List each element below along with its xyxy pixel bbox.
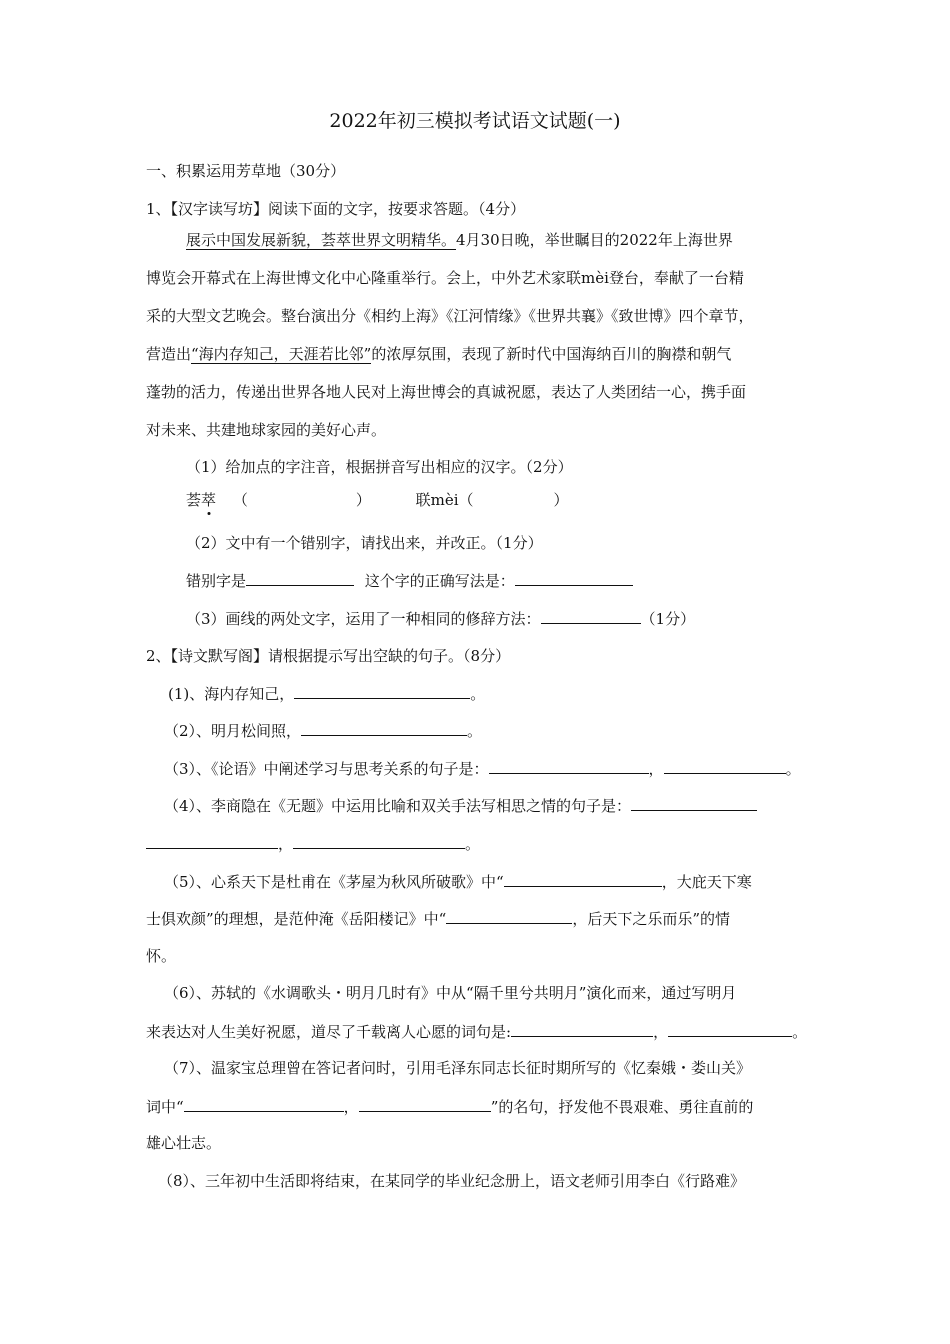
- answer-blank[interactable]: [668, 1021, 792, 1037]
- poem-item-4-cont: [146, 833, 480, 854]
- word-hui: 荟: [186, 491, 202, 509]
- passage-line-3: 采的大型文艺晚会。整台演出分《相约上海》《江河情缘》《世界共襄》《致世博》四个章节，: [146, 307, 754, 325]
- passage-line-2: 博览会开幕式在上海世博文化中心隆重举行。会上，中外艺术家联mèi登台，奉献了一台精: [146, 269, 744, 287]
- item-text: （5）、心系天下是杜甫在《茅屋为秋风所破歌》中“: [164, 873, 504, 891]
- item-text: 词中“: [146, 1098, 184, 1116]
- poem-item-3: [164, 758, 801, 779]
- answer-blank[interactable]: [301, 720, 467, 736]
- item-text: （3）、《论语》中阐述学习与思考关系的句子是：: [164, 760, 489, 778]
- punct: 。: [470, 685, 486, 703]
- answer-paren-open: （: [232, 491, 248, 509]
- poem-item-5-line-2: [146, 908, 730, 929]
- item-text: 士俱欢颜”的理想，是范仲淹《岳阳楼记》中“: [146, 910, 447, 928]
- answer-blank[interactable]: [664, 758, 786, 774]
- answer-blank[interactable]: [541, 608, 641, 624]
- poem-item-2: [164, 720, 482, 741]
- punct: 。: [785, 760, 801, 778]
- underlined-phrase-2: “海内存知己，天涯若比邻”: [191, 345, 372, 363]
- item-text: ”的名句，抒发他不畏艰难、勇往直前的: [490, 1098, 754, 1116]
- answer-blank[interactable]: [294, 683, 470, 699]
- sub-question-1-answers: [186, 490, 569, 510]
- poem-item-5-line-3: 怀。: [146, 947, 177, 965]
- item-text: (1)、海内存知己，: [168, 685, 295, 703]
- punct: 。: [465, 835, 481, 853]
- score-note: （1分）: [640, 610, 696, 628]
- punct: ，: [278, 835, 294, 853]
- poem-item-6-line-2: [146, 1021, 807, 1042]
- passage-line-1: [186, 230, 733, 250]
- item-text: 来表达对人生美好祝愿，道尽了千载离人心愿的词句是:: [146, 1023, 512, 1041]
- sub-question-2-answers: [186, 570, 633, 591]
- answer-paren-close: ）: [355, 491, 371, 509]
- item-text: ，大庇天下寒: [661, 873, 752, 891]
- word-lianmei: 联mèi（: [415, 491, 474, 509]
- passage-line-5: 蓬勃的活力，传递出世界各地人民对上海世博会的真诚祝愿，表达了人类团结一心，携手面: [146, 383, 747, 401]
- punct: 。: [467, 722, 483, 740]
- answer-blank[interactable]: [359, 1096, 491, 1112]
- poem-item-7-line-2: [146, 1096, 753, 1117]
- poem-item-7-line-3: 雄心壮志。: [146, 1134, 222, 1152]
- poem-item-6-line-1: （6）、苏轼的《水调歌头・明月几时有》中从“隔千里兮共明月”演化而来，通过写明月: [164, 984, 737, 1002]
- punct: 。: [792, 1023, 808, 1041]
- answer-blank[interactable]: [489, 758, 649, 774]
- sub-question-2: （2）文中有一个错别字，请找出来，并改正。（1分）: [186, 534, 543, 552]
- sub-question-1: （1）给加点的字注音，根据拼音写出相应的汉字。（2分）: [186, 458, 573, 476]
- answer-blank[interactable]: [184, 1096, 344, 1112]
- poem-item-4: [164, 795, 757, 816]
- passage-text: 4月30日晚，举世瞩目的2022年上海世界: [456, 231, 733, 249]
- answer-blank[interactable]: [293, 833, 465, 849]
- poem-item-8-line-1: （8）、三年初中生活即将结束，在某同学的毕业纪念册上，语文老师引用李白《行路难》: [158, 1172, 746, 1190]
- item-text: （2）、明月松间照，: [164, 722, 302, 740]
- underlined-phrase-1: 展示中国发展新貌，荟萃世界文明精华。: [186, 231, 457, 249]
- passage-text: 的浓厚氛围，表现了新时代中国海纳百川的胸襟和朝气: [371, 345, 732, 363]
- item-text: （4）、李商隐在《无题》中运用比喻和双关手法写相思之情的句子是：: [164, 797, 632, 815]
- question-1-heading: 1、【汉字读写坊】阅读下面的文字，按要求答题。（4分）: [146, 200, 526, 218]
- passage-line-6: 对未来、共建地球家园的美好心声。: [146, 421, 387, 439]
- page-title: 2022年初三模拟考试语文试题(一): [329, 110, 621, 132]
- answer-blank[interactable]: [515, 570, 633, 586]
- item-text: ，后天下之乐而乐”的情: [572, 910, 731, 928]
- poem-item-1: [168, 683, 485, 704]
- poem-item-7-line-1: （7）、温家宝总理曾在答记者问时，引用毛泽东同志长征时期所写的《忆秦娥・娄山关》: [164, 1059, 752, 1077]
- poem-item-5-line-1: [164, 871, 752, 892]
- answer-paren-close: ）: [553, 491, 569, 509]
- dotted-char-cui: 萃: [201, 491, 217, 509]
- punct: ，: [343, 1098, 359, 1116]
- answer-blank[interactable]: [511, 1021, 653, 1037]
- answer-blank[interactable]: [631, 795, 757, 811]
- sub-question-3: [186, 608, 695, 629]
- answer-blank[interactable]: [504, 871, 662, 887]
- passage-line-4: [146, 344, 731, 364]
- answer-blank[interactable]: [146, 833, 278, 849]
- answer-blank[interactable]: [446, 908, 572, 924]
- sub-question-3-text: （3）画线的两处文字，运用了一种相同的修辞方法：: [186, 610, 541, 628]
- punct: ，: [653, 1023, 669, 1041]
- question-2-heading: 2、【诗文默写阁】请根据提示写出空缺的句子。（8分）: [146, 647, 511, 665]
- label-wrong-char: 错别字是: [186, 572, 247, 590]
- label-correct-char: 这个字的正确写法是：: [364, 572, 515, 590]
- punct: ，: [648, 760, 664, 778]
- section-heading: 一、积累运用芳草地（30分）: [146, 162, 346, 180]
- passage-text: 营造出: [146, 345, 192, 363]
- answer-blank[interactable]: [246, 570, 354, 586]
